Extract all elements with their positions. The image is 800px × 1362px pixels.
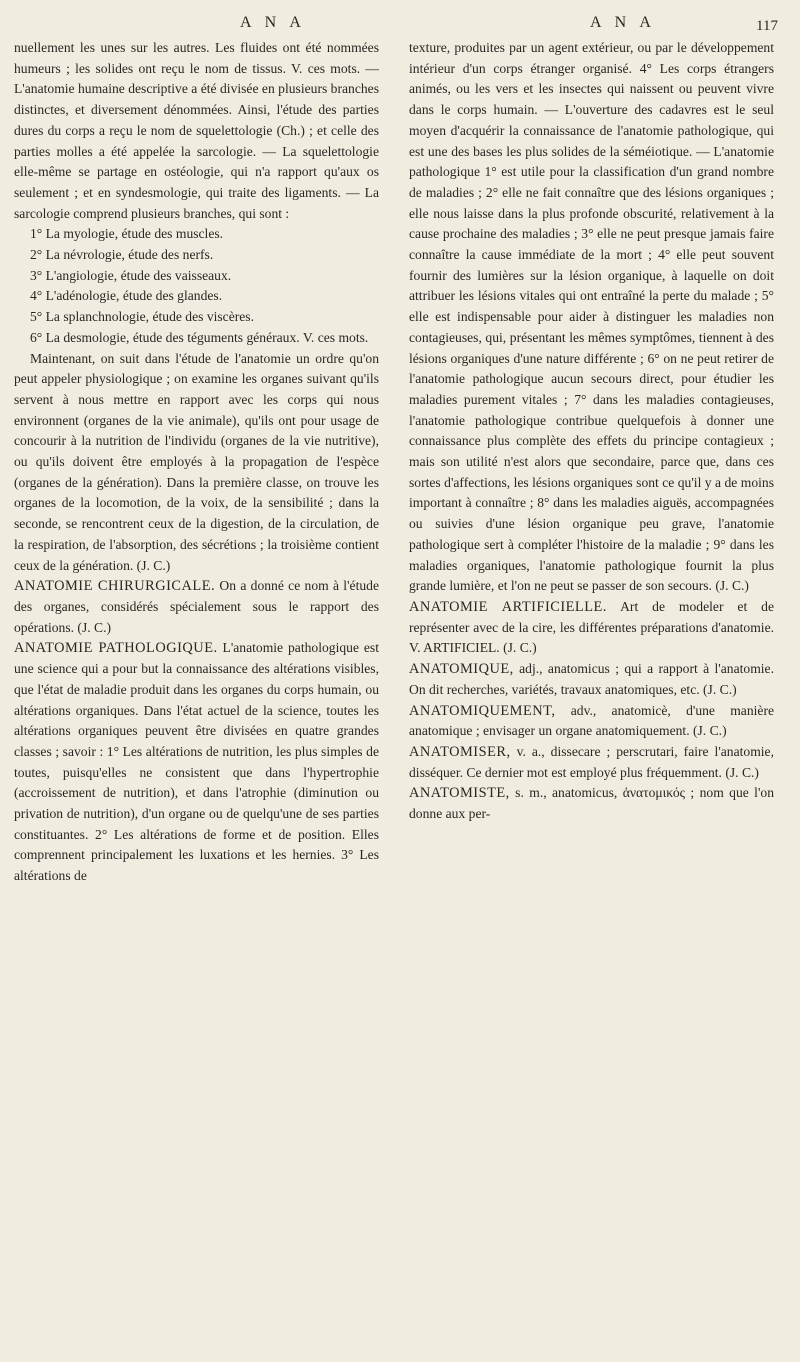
left-column [14, 38, 379, 887]
list-item: 4° L'adénologie, étude des glandes. [30, 288, 223, 304]
entry-text: Art de modeler et de représenter avec de la cire, les différentes préparations d'anatomie. V. ARTIFICIEL. (J. C.) [409, 598, 774, 656]
entry-headword: ANATOMISTE, [409, 785, 510, 802]
list-item: 3° L'angiologie, étude des vaisseaux. [30, 267, 232, 283]
list-item: 1° La myologie, étude des muscles. [30, 226, 224, 242]
list-item: 6° La desmologie, étude des téguments généraux. V. ces mots. [30, 329, 369, 345]
entry-text: L'anatomie pathologique est une science qui a pour but la connaissance des altérations visibles, que l'état de maladie produit dans les organes du corps humain, ou altérations organiques. Dans l'état actuel de la science, toutes les altérations organiques peuvent être divisées en quatre grandes classes ; savoir : 1° Les altérations de nutrition, les plus simples de toutes, puisqu'elles ne consistent que dans l'hypertrophie (accroissement de nutrition), et dans l'atrophie (diminution ou privation de nutrition), d'un organe ou de quelqu'une de ses parties constituantes. 2° Les altérations de forme et de position. Elles comprennent principalement les luxations et les hernies. 3° Les altérations de [14, 640, 379, 884]
dictionary-entry [409, 742, 774, 783]
dictionary-entry [409, 659, 774, 700]
entry-headword: ANATOMIQUE, [409, 661, 514, 678]
entry-text: adj., anatomicus ; qui a rapport à l'anatomie. On dit recherches, variétés, travaux anatomiques, etc. (J. C.) [409, 661, 774, 697]
entry-headword: ANATOMISER, [409, 743, 511, 760]
page-number: 117 [756, 18, 778, 34]
dictionary-entry [14, 638, 379, 886]
entry-headword: ANATOMIE PATHOLOGIQUE. [14, 640, 218, 657]
entry-text: s. m., anatomicus, ἀνατομικός ; nom que l'on donne aux per- [409, 785, 774, 822]
entry-headword: ANATOMIE ARTIFICIELLE. [409, 598, 607, 615]
entry-text: v. a., dissecare ; perscrutari, faire l'anatomie, disséquer. Ce dernier mot est employé plus fréquemment. (J. C.) [409, 743, 774, 780]
right-column [409, 38, 774, 825]
paragraph: Maintenant, on suit dans l'étude de l'anatomie un ordre qu'on peut appeler physiologique ; on examine les organes suivant qu'ils servent à nous mettre en rapport avec les corps qui nous environnent (organes de la vie animale), qu'ils ont pour usage de concourir à la nutrition de l'individu (organes de la vie nutritive), ou qu'ils doivent être employés à la propagation de l'espèce (organes de la génération). Dans la première classe, on trouve les organes de la locomotion, de la voix, de la sensibilité ; dans la seconde, se rencontrent ceux de la digestion, de la circulation, de la respiration, de l'absorption, des sécrétions ; la troisième contient ceux de la génération. (J. C.) [14, 350, 379, 573]
entry-headword: ANATOMIE CHIRURGICALE. [14, 578, 216, 595]
paragraph: texture, produites par un agent extérieur, ou par le développement intérieur d'un corps étranger organisé. 4° Les corps étrangers animés, ou les vers et les insectes qui naissent ou peuvent vivre dans le corps humain. — L'ouverture des cadavres est le seul moyen d'acquérir la connaissance de l'anatomie pathologique, qui est une des bases les plus solides de la séméiotique. — L'anatomie pathologique 1° est utile pour la classification d'un grand nombre de maladies ; 2° elle ne fait connaître que des lésions organiques ; elle nous laisse dans la plus profonde obscurité, relativement à la cause prochaine des maladies ; 3° elle ne peut presque jamais faire connaître la cause immédiate de la mort ; 4° elle peut souvent fournir des lumières sur la lésion organique, à laquelle on doit attribuer les lésions vitales qui ont entraîné la perte du malade ; 5° elle est indispensable pour aider à distinguer les maladies non contagieuses, qui, présentant les mêmes symptômes, tiennent à des lésions organiques d'une nature différente ; 6° on ne peut retirer de l'anatomie pathologique aucun secours direct, pour étudier les maladies purement vitales ; 7° dans les maladies contagieuses, l'anatomie pathologique contribue quelquefois à donner une connaissance plus complète des effets du principe contagieux ; mais son utilité n'est alors que secondaire, parce que, dans ces sortes d'affections, les lésions organiques sont ce qu'il y a de moins important à connaître ; 8° dans les maladies aiguës, accompagnées ou suivies d'une lésion organique peu grave, l'anatomie pathologique sert à compléter l'histoire de la maladie ; 9° dans les maladies organiques, l'anatomie pathologique fournit la plus grande lumière, et l'on ne peut se passer de son secours. (J. C.) [409, 40, 774, 594]
entry-text: adv., anatomicè, d'une manière anatomique ; envisager un organe anatomiquement. (J. C.) [409, 702, 775, 739]
paragraph: nuellement les unes sur les autres. Les fluides ont été nommées humeurs ; les solides ont reçu le nom de tissus. V. ces mots. — L'anatomie humaine descriptive a été divisée en plusieurs branches distinctes, et diversement dénommées. Ainsi, l'étude des parties dures du corps a reçu le nom de squelettologie (Ch.) ; et celle des parties molles a été appelée la sarcologie. — La squelettologie elle-même se partage en ostéologie, qui n'a rapport qu'aux os seulement ; et en syndesmologie, qui traite des ligaments. — La sarcologie comprend plusieurs branches, qui sont : [14, 40, 379, 221]
dictionary-entry [409, 597, 774, 659]
list-item: 5° La splanchnologie, étude des viscères. [30, 309, 254, 325]
entry-text: On a donné ce nom à l'étude des organes, considérés spécialement sous le rapport des opérations. (J. C.) [14, 578, 379, 635]
running-header-right: A N A [590, 14, 656, 31]
dictionary-entry [409, 783, 774, 824]
entry-headword: ANATOMIQUEMENT, [409, 702, 556, 719]
dictionary-entry [409, 701, 774, 742]
dictionary-entry [14, 576, 379, 638]
list-item: 2° La névrologie, étude des nerfs. [30, 247, 214, 263]
running-header-left: A N A [240, 14, 306, 31]
